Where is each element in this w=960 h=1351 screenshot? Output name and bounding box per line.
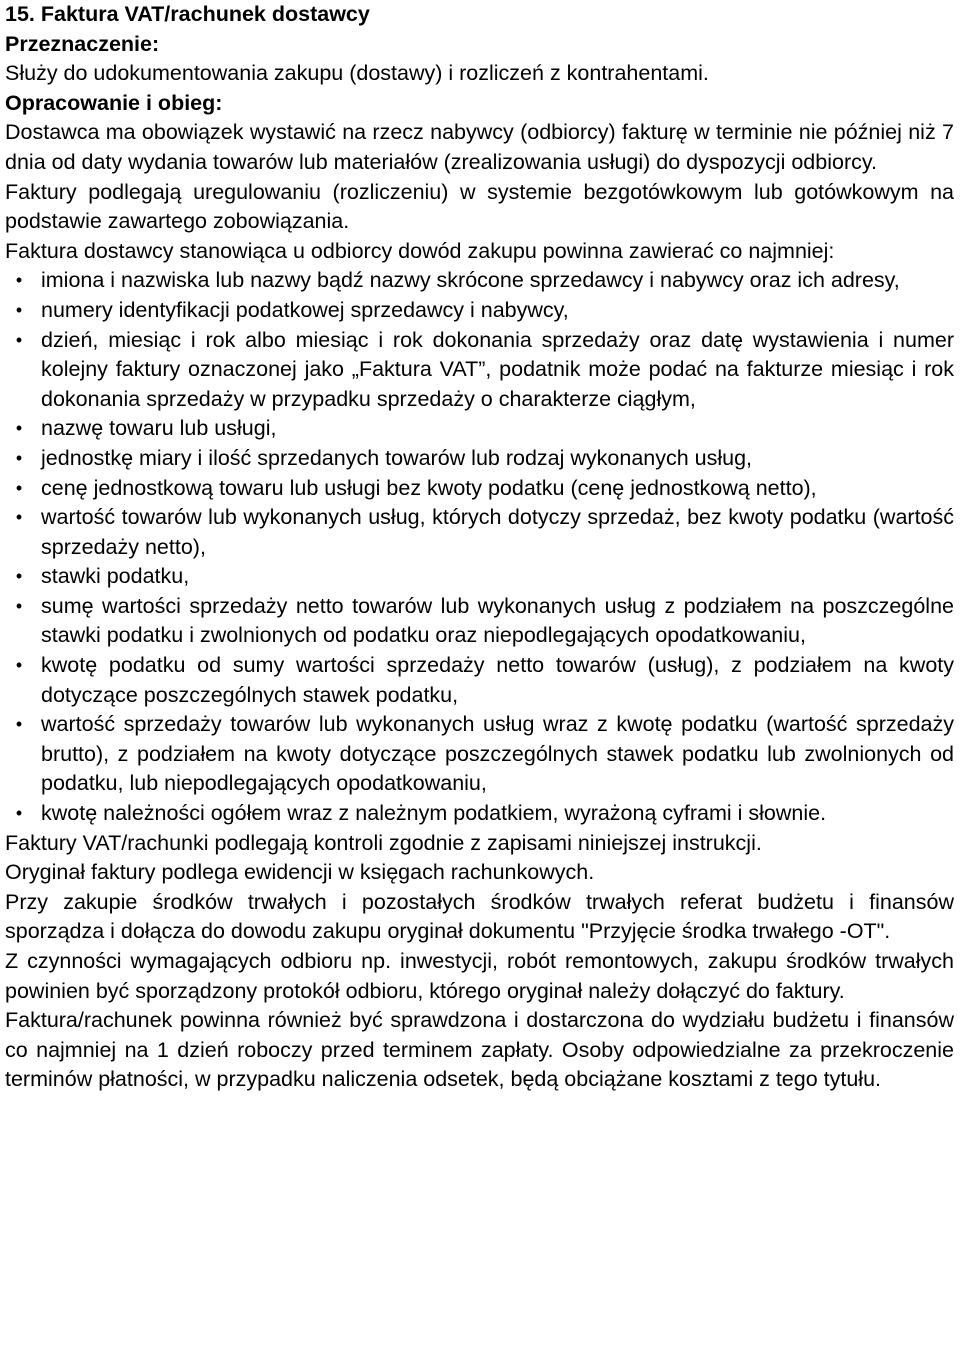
list-item: • jednostkę miary i ilość sprzedanych towarów lub rodzaj wykonanych usług, [5, 444, 954, 474]
bullet-icon: • [15, 655, 23, 676]
purpose-text: Służy do udokumentowania zakupu (dostawy) i rozliczeń z kontrahentami. [5, 61, 709, 86]
bullet-icon: • [15, 477, 23, 498]
list-item: • numery identyfikacji podatkowej sprzedawcy i nabywcy, [5, 296, 954, 326]
bullet-icon: • [15, 507, 23, 528]
list-item: • cenę jednostkową towaru lub usługi bez kwoty podatku (cenę jednostkową netto), [5, 474, 954, 504]
bullet-icon: • [15, 270, 23, 291]
bullet-icon: • [15, 447, 23, 468]
list-item: • wartość towarów lub wykonanych usług, których dotyczy sprzedaż, bez kwoty podatku (wartość sprzedaży netto), [5, 503, 954, 562]
procedure-paragraph-4: Faktury VAT/rachunki podlegają kontroli zgodnie z zapisami niniejszej instrukcji. [5, 830, 762, 855]
bullet-icon: • [15, 803, 23, 824]
procedure-paragraph-6: Przy zakupie środków trwałych i pozostałych środków trwałych referat budżetu i finansów sporządza i dołącza do dowodu zakupu oryginał dokumentu "Przyjęcie środka trwałego -OT". [5, 889, 954, 944]
list-item: • imiona i nazwiska lub nazwy bądź nazwy skrócone sprzedawcy i nabywcy oraz ich adresy, [5, 266, 954, 296]
bullet-icon: • [15, 714, 23, 735]
bullet-icon: • [15, 329, 23, 350]
list-item: • sumę wartości sprzedaży netto towarów lub wykonanych usług z podziałem na poszczególne stawki podatku i zwolnionych od podatku oraz niepodlegających opodatkowaniu, [5, 592, 954, 651]
procedure-paragraph-5: Oryginał faktury podlega ewidencji w księgach rachunkowych. [5, 860, 595, 885]
bullet-icon: • [15, 299, 23, 320]
procedure-label: Opracowanie i obieg: [5, 90, 223, 115]
purpose-label: Przeznaczenie: [5, 31, 160, 56]
section-heading: 15. Faktura VAT/rachunek dostawcy [5, 2, 370, 26]
invoice-requirements-list [5, 266, 954, 828]
procedure-paragraph-7: Z czynności wymagających odbioru np. inwestycji, robót remontowych, zakupu środków trwałych powinien być sporządzony protokół odbioru, którego oryginał należy dołączyć do faktury. [5, 949, 954, 1003]
list-item: • kwotę podatku od sumy wartości sprzedaży netto towarów (usług), z podziałem na kwoty dotyczące poszczególnych stawek podatku, [5, 651, 954, 710]
procedure-paragraph-3: Faktura dostawcy stanowiąca u odbiorcy dowód zakupu powinna zawierać co najmniej: [5, 238, 835, 263]
list-item: • nazwę towaru lub usługi, [5, 414, 954, 444]
list-item: • kwotę należności ogółem wraz z należnym podatkiem, wyrażoną cyframi i słownie. [5, 799, 954, 829]
bullet-icon: • [15, 566, 23, 587]
procedure-paragraph-1: Dostawca ma obowiązek wystawić na rzecz nabywcy (odbiorcy) fakturę w terminie nie później niż 7 dnia od daty wydania towarów lub materiałów (zrealizowania usługi) do dyspozycji odbiorcy. [5, 120, 954, 174]
bullet-icon: • [15, 418, 23, 439]
procedure-paragraph-2: Faktury podlegają uregulowaniu (rozliczeniu) w systemie bezgotówkowym lub gotówkowym na podstawie zawartego zobowiązania. [5, 179, 954, 234]
list-item: • stawki podatku, [5, 562, 954, 592]
list-item: • wartość sprzedaży towarów lub wykonanych usług wraz z kwotę podatku (wartość sprzedaży brutto), z podziałem na kwoty dotyczące poszczególnych stawek podatku lub zwolnionych od podatku, lub niepodlegających opodatkowaniu, [5, 710, 954, 799]
list-item: • dzień, miesiąc i rok albo miesiąc i rok dokonania sprzedaży oraz datę wystawienia i numer kolejny faktury oznaczonej jako „Faktura VAT”, podatnik może podać na fakturze miesiąc i rok dokonania sprzedaży w przypadku sprzedaży o charakterze ciągłym, [5, 326, 954, 415]
procedure-paragraph-8: Faktura/rachunek powinna również być sprawdzona i dostarczona do wydziału budżetu i finansów co najmniej na 1 dzień roboczy przed terminem zapłaty. Osoby odpowiedzialne za przekroczenie terminów płatności, w przypadku naliczenia odsetek, będą obciążane kosztami z tego tytułu. [5, 1008, 954, 1092]
bullet-icon: • [15, 595, 23, 616]
